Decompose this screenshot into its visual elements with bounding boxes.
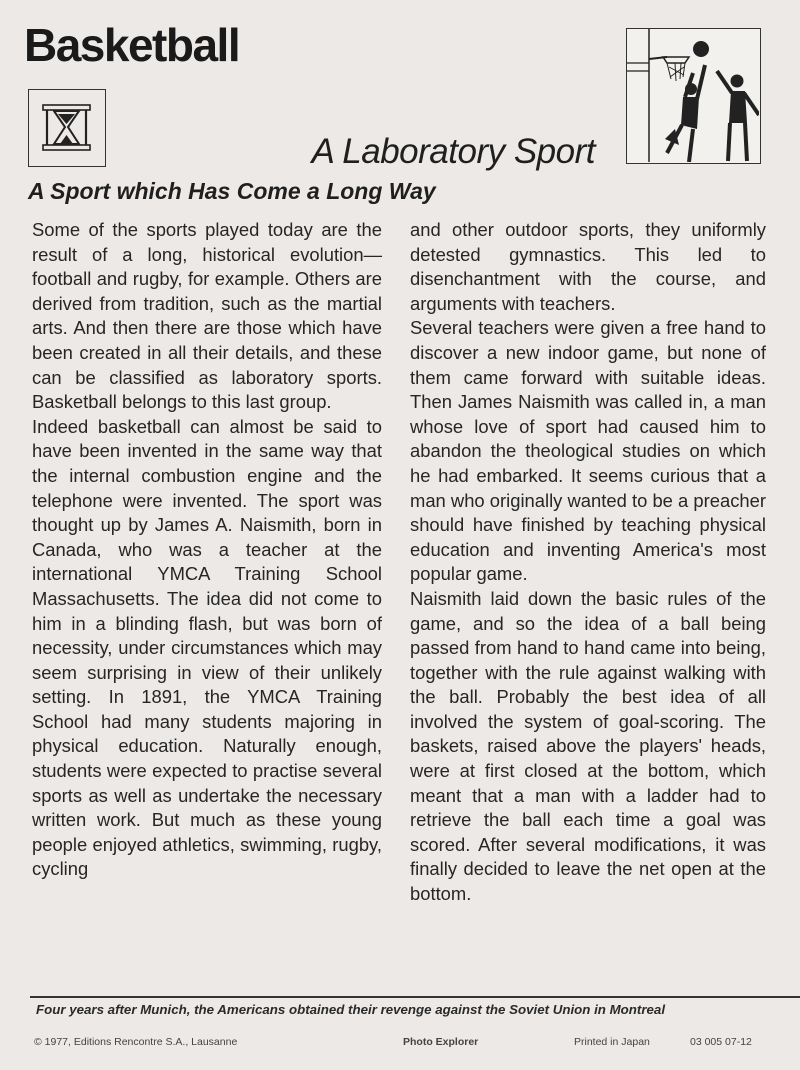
caption-divider [30, 996, 800, 998]
footer-brand: Photo Explorer [403, 1036, 479, 1048]
hourglass-icon [29, 90, 104, 165]
photo-caption: Four years after Munich, the Americans obtained their revenge against the Soviet Union in Montreal [36, 1002, 666, 1017]
paragraph: Several teachers were given a free hand to discover a new indoor game, but none of them came forward with suitable ideas. Then James Naismith was called in, a man whose love of sport had caused him to abandon the theological studies on which he had embarked. It seems curious that a man who originally wanted to be a preacher should have finished by teaching physical education and inventing America's most popular game. [410, 317, 766, 585]
paragraph: Naismith laid down the basic rules of the game, and so the idea of a ball being passed from hand to hand came into being, together with the rule against walking with the ball. Probably the best idea of all involved the system of goal-scoring. The baskets, raised above the players' heads, were at first closed at the bottom, which meant that a man with a ladder had to retrieve the ball each time a goal was scored. After several modifications, it was finally decided to leave the net open at the bottom. [410, 587, 766, 905]
main-heading: A Laboratory Sport [311, 132, 595, 171]
footer-code: 03 005 07-12 [690, 1036, 752, 1048]
footer-copyright: © 1977, Editions Rencontre S.A., Lausanne [34, 1036, 238, 1048]
paragraph: Some of the sports played today are the result of a long, historical evolution—football and rugby, for example. Others are derived from tradition, such as the martial arts. And then there are those which have been created in all their details, and these can be classified as laboratory sports. Basketball belongs to this last group. [32, 219, 382, 413]
footer-printed: Printed in Japan [574, 1036, 650, 1048]
basketball-players-icon [627, 29, 759, 162]
players-illustration [626, 28, 761, 164]
body-column-left [32, 218, 382, 882]
paragraph: and other outdoor sports, they uniformly detested gymnastics. This led to disenchantment with the course, and arguments with teachers. [410, 219, 766, 314]
body-column-right [410, 218, 766, 907]
paragraph: Indeed basketball can almost be said to have been invented in the same way that the internal combustion engine and the telephone were invented. The sport was thought up by James A. Naismith, born in Canada, who was a teacher at the international YMCA Training School Massachusetts. The idea did not come to him in a blinding flash, but was born of necessity, under circumstances which may seem surprising in view of their unlikely setting. In 1891, the YMCA Training School had many students majoring in physical education. Naturally enough, students were expected to practise several sports as well as undertake the necessary written work. But much as these young people enjoyed athletics, swimming, rugby, cycling [32, 415, 382, 880]
card-title: Basketball [24, 19, 240, 71]
category-badge [28, 89, 106, 167]
sub-heading: A Sport which Has Come a Long Way [28, 178, 436, 204]
